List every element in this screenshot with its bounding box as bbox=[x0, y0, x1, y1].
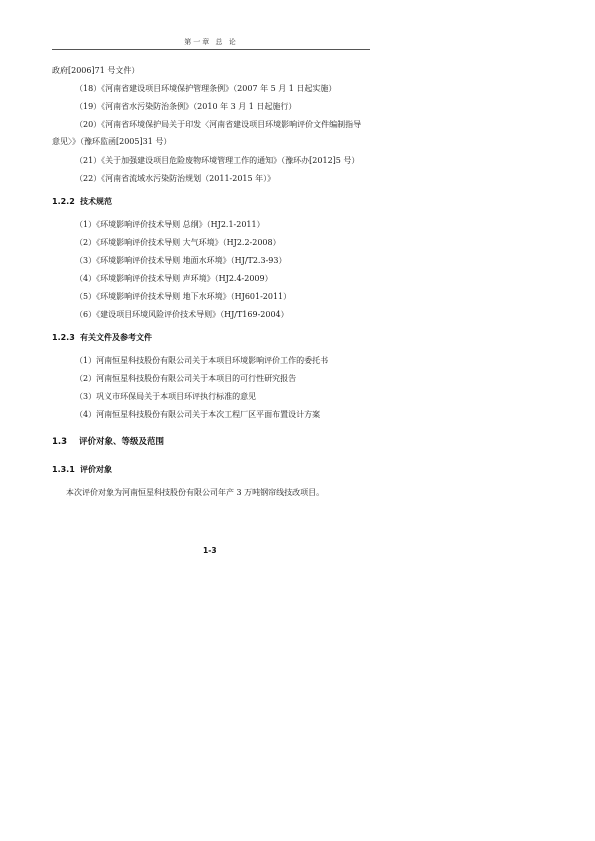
section-title: 技术规范 bbox=[80, 197, 112, 206]
section-number: 1.2.2 bbox=[52, 197, 75, 206]
spec-item: （6）《建设项目环境风险评价技术导则》（HJ/T169-2004） bbox=[75, 310, 289, 319]
section-title: 评价对象 bbox=[80, 465, 112, 474]
spec-item: （2）《环境影响评价技术导则 大气环境》（HJ2.2-2008） bbox=[75, 238, 281, 247]
spec-item: （1）《环境影响评价技术导则 总纲》（HJ2.1-2011） bbox=[75, 220, 265, 229]
reference-item: （2）河南恒星科技股份有限公司关于本项目的可行性研究报告 bbox=[75, 374, 297, 383]
section-title: 评价对象、等级及范围 bbox=[79, 437, 165, 447]
spec-item: （5）《环境影响评价技术导则 地下水环境》（HJ601-2011） bbox=[75, 292, 292, 301]
spec-item: （4）《环境影响评价技术导则 声环境》（HJ2.4-2009） bbox=[75, 274, 273, 283]
regulation-item: （21）《关于加强建设项目危险废物环境管理工作的通知》（豫环办[2012]5 号） bbox=[75, 156, 360, 165]
regulation-item: （20）《河南省环境保护局关于印发〈河南省建设项目环境影响评价文件编制指导 bbox=[75, 120, 362, 129]
page-number: 1-3 bbox=[203, 546, 217, 555]
body-paragraph: 本次评价对象为河南恒星科技股份有限公司年产 3 万吨钢帘线技改项目。 bbox=[66, 488, 325, 497]
page-header: 第一章 总 论 bbox=[184, 38, 238, 46]
regulation-item: （22）《河南省流域水污染防治规划（2011-2015 年）》 bbox=[75, 174, 276, 183]
section-heading-1-2-2 bbox=[52, 197, 112, 207]
spec-item: （3）《环境影响评价技术导则 地面水环境》（HJ/T2.3-93） bbox=[75, 256, 287, 265]
section-number: 1.2.3 bbox=[52, 333, 75, 342]
section-heading-1-3 bbox=[52, 437, 164, 447]
regulation-line: 意见〉》（豫环监函[2005]31 号） bbox=[52, 137, 172, 146]
reference-item: （1）河南恒星科技股份有限公司关于本项目环境影响评价工作的委托书 bbox=[75, 356, 329, 365]
section-heading-1-2-3 bbox=[52, 333, 152, 343]
section-number: 1.3 bbox=[52, 437, 68, 447]
reference-item: （4）河南恒星科技股份有限公司关于本次工程厂区平面布置设计方案 bbox=[75, 410, 321, 419]
regulation-item: （18）《河南省建设项目环境保护管理条例》（2007 年 5 月 1 日起实施） bbox=[75, 84, 337, 93]
regulation-line: 政府[2006]71 号文件） bbox=[52, 66, 140, 75]
header-rule bbox=[52, 49, 370, 50]
section-number: 1.3.1 bbox=[52, 465, 75, 474]
section-title: 有关文件及参考文件 bbox=[80, 333, 152, 342]
reference-item: （3）巩义市环保局关于本项目环评执行标准的意见 bbox=[75, 392, 257, 401]
section-heading-1-3-1 bbox=[52, 465, 112, 475]
regulation-item: （19）《河南省水污染防治条例》（2010 年 3 月 1 日起施行） bbox=[75, 102, 297, 111]
